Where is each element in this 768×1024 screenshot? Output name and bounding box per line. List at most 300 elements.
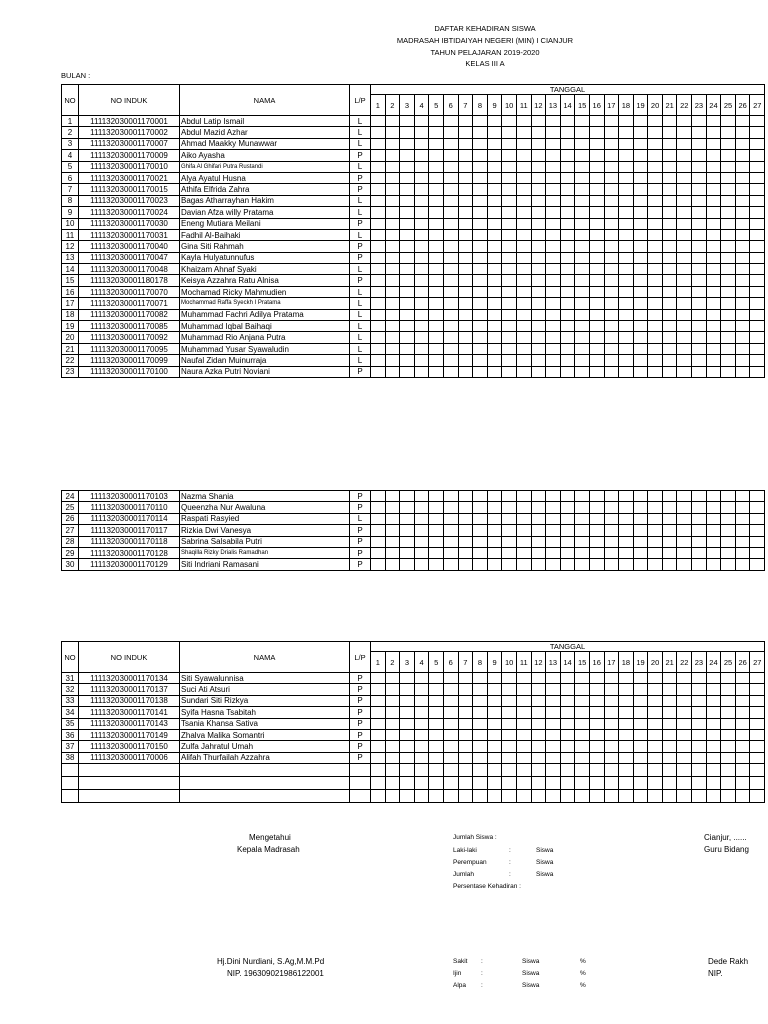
attendance-cell [692, 252, 707, 263]
student-name: Khaizam Ahnaf Syaki [180, 264, 350, 275]
attendance-cell [662, 547, 677, 558]
attendance-cell [429, 207, 444, 218]
student-gender: P [350, 741, 371, 752]
attendance-cell [560, 275, 575, 286]
blank-cell [662, 764, 677, 777]
day-header: 22 [677, 652, 692, 673]
siswa-label: Siswa [536, 859, 554, 866]
attendance-cell [429, 718, 444, 729]
student-row [62, 275, 765, 286]
attendance-cell [633, 729, 648, 740]
attendance-cell [531, 241, 546, 252]
attendance-cell [458, 286, 473, 297]
attendance-cell [546, 366, 561, 377]
attendance-cell [619, 275, 634, 286]
attendance-cell [502, 355, 517, 366]
attendance-cell [516, 366, 531, 377]
attendance-cell [735, 525, 750, 536]
student-no: 16 [62, 286, 79, 297]
sakit-label: Sakit [453, 958, 468, 965]
day-header: 5 [429, 95, 444, 116]
attendance-cell [502, 332, 517, 343]
attendance-cell [516, 286, 531, 297]
attendance-cell [721, 729, 736, 740]
attendance-cell [487, 684, 502, 695]
attendance-cell [385, 343, 400, 354]
student-row [62, 127, 765, 138]
attendance-cell [662, 138, 677, 149]
student-induk: 111132030001170114 [79, 513, 180, 524]
attendance-cell [750, 150, 765, 161]
attendance-cell [429, 355, 444, 366]
attendance-cell [604, 741, 619, 752]
attendance-cell [443, 718, 458, 729]
attendance-cell [721, 229, 736, 240]
attendance-cell [516, 707, 531, 718]
attendance-cell [473, 752, 488, 763]
attendance-cell [546, 491, 561, 502]
student-no: 25 [62, 502, 79, 513]
day-header: 3 [400, 652, 415, 673]
blank-cell [706, 764, 721, 777]
guru-name: Dede Rakh [708, 957, 749, 966]
attendance-cell [516, 150, 531, 161]
attendance-cell [750, 161, 765, 172]
attendance-cell [516, 321, 531, 332]
attendance-cell [385, 684, 400, 695]
attendance-cell [575, 116, 590, 127]
blank-cell [735, 764, 750, 777]
attendance-cell [604, 195, 619, 206]
attendance-cell [546, 741, 561, 752]
day-header: 12 [531, 95, 546, 116]
attendance-cell [560, 547, 575, 558]
attendance-cell [487, 275, 502, 286]
attendance-cell [575, 695, 590, 706]
attendance-cell [487, 150, 502, 161]
attendance-cell [400, 138, 415, 149]
attendance-cell [662, 752, 677, 763]
blank-cell [487, 790, 502, 803]
attendance-cell [473, 547, 488, 558]
attendance-cell [531, 525, 546, 536]
attendance-cell [458, 184, 473, 195]
attendance-cell [619, 741, 634, 752]
student-row [62, 116, 765, 127]
attendance-cell [662, 172, 677, 183]
perempuan-label: Perempuan [453, 859, 487, 866]
attendance-cell [662, 366, 677, 377]
attendance-cell [560, 218, 575, 229]
attendance-cell [458, 718, 473, 729]
attendance-cell [604, 525, 619, 536]
attendance-cell [531, 729, 546, 740]
attendance-cell [575, 150, 590, 161]
attendance-cell [735, 707, 750, 718]
attendance-cell [458, 525, 473, 536]
attendance-cell [750, 355, 765, 366]
attendance-cell [575, 298, 590, 309]
attendance-cell [575, 536, 590, 547]
student-no: 19 [62, 321, 79, 332]
attendance-cell [604, 309, 619, 320]
student-row [62, 298, 765, 309]
attendance-cell [677, 218, 692, 229]
attendance-cell [750, 252, 765, 263]
attendance-cell [502, 741, 517, 752]
attendance-cell [619, 707, 634, 718]
attendance-cell [633, 309, 648, 320]
attendance-cell [692, 229, 707, 240]
attendance-cell [735, 355, 750, 366]
attendance-cell [648, 218, 663, 229]
day-header: 11 [516, 95, 531, 116]
attendance-cell [721, 309, 736, 320]
attendance-cell [502, 695, 517, 706]
student-gender: L [350, 513, 371, 524]
percent-label: % [580, 982, 586, 989]
day-header: 17 [604, 652, 619, 673]
blank-cell [350, 777, 371, 790]
attendance-cell [531, 286, 546, 297]
attendance-cell [443, 127, 458, 138]
student-no: 20 [62, 332, 79, 343]
attendance-cell [662, 309, 677, 320]
blank-row [62, 790, 765, 803]
school-name: MADRASAH IBTIDAIYAH NEGERI (MIN) I CIANJUR [396, 36, 574, 45]
attendance-cell [648, 695, 663, 706]
attendance-cell [560, 207, 575, 218]
attendance-cell [648, 502, 663, 513]
student-gender: L [350, 127, 371, 138]
attendance-cell [721, 513, 736, 524]
attendance-cell [735, 127, 750, 138]
blank-cell [443, 764, 458, 777]
attendance-cell [735, 741, 750, 752]
attendance-cell [414, 116, 429, 127]
day-header: 9 [487, 652, 502, 673]
attendance-cell [633, 366, 648, 377]
attendance-cell [400, 286, 415, 297]
attendance-cell [677, 355, 692, 366]
blank-cell [692, 764, 707, 777]
student-induk: 111132030001170118 [79, 536, 180, 547]
student-no: 36 [62, 729, 79, 740]
attendance-cell [443, 264, 458, 275]
attendance-cell [721, 673, 736, 684]
attendance-cell [443, 741, 458, 752]
attendance-cell [648, 229, 663, 240]
attendance-cell [429, 695, 444, 706]
attendance-cell [546, 298, 561, 309]
attendance-cell [575, 172, 590, 183]
attendance-cell [473, 264, 488, 275]
blank-cell [62, 790, 79, 803]
attendance-cell [619, 343, 634, 354]
percent-label: % [580, 958, 586, 965]
percent-label: % [580, 970, 586, 977]
mengetahui-label: Mengetahui [249, 833, 291, 842]
student-gender: P [350, 502, 371, 513]
blank-cell [443, 790, 458, 803]
attendance-cell [750, 695, 765, 706]
attendance-cell [604, 718, 619, 729]
attendance-cell [458, 355, 473, 366]
student-gender: P [350, 729, 371, 740]
attendance-cell [560, 298, 575, 309]
attendance-cell [414, 286, 429, 297]
attendance-cell [371, 207, 386, 218]
attendance-cell [546, 116, 561, 127]
blank-cell [589, 764, 604, 777]
attendance-cell [604, 218, 619, 229]
attendance-cell [371, 286, 386, 297]
attendance-cell [487, 309, 502, 320]
attendance-cell [400, 355, 415, 366]
attendance-cell [662, 207, 677, 218]
attendance-cell [560, 127, 575, 138]
attendance-cell [677, 229, 692, 240]
attendance-cell [531, 707, 546, 718]
attendance-cell [385, 298, 400, 309]
attendance-cell [502, 127, 517, 138]
attendance-cell [400, 513, 415, 524]
attendance-cell [692, 309, 707, 320]
student-no: 17 [62, 298, 79, 309]
attendance-cell [604, 695, 619, 706]
attendance-cell [589, 366, 604, 377]
attendance-cell [662, 195, 677, 206]
attendance-cell [546, 673, 561, 684]
student-no: 12 [62, 241, 79, 252]
attendance-cell [385, 207, 400, 218]
attendance-cell [473, 150, 488, 161]
blank-cell [400, 790, 415, 803]
blank-cell [502, 764, 517, 777]
attendance-cell [371, 218, 386, 229]
academic-year: TAHUN PELAJARAN 2019-2020 [430, 48, 540, 57]
student-gender: P [350, 218, 371, 229]
attendance-cell [385, 491, 400, 502]
attendance-cell [443, 241, 458, 252]
attendance-cell [473, 332, 488, 343]
attendance-cell [692, 684, 707, 695]
attendance-cell [750, 536, 765, 547]
attendance-cell [604, 729, 619, 740]
attendance-cell [575, 127, 590, 138]
blank-cell [473, 777, 488, 790]
student-no: 21 [62, 343, 79, 354]
attendance-cell [516, 252, 531, 263]
attendance-cell [721, 343, 736, 354]
attendance-cell [546, 172, 561, 183]
attendance-cell [560, 525, 575, 536]
attendance-cell [487, 366, 502, 377]
student-row [62, 321, 765, 332]
attendance-cell [487, 525, 502, 536]
attendance-cell [560, 355, 575, 366]
attendance-cell [735, 502, 750, 513]
attendance-cell [429, 547, 444, 558]
attendance-cell [560, 502, 575, 513]
attendance-cell [662, 718, 677, 729]
attendance-cell [473, 275, 488, 286]
attendance-cell [575, 513, 590, 524]
day-header: 6 [443, 652, 458, 673]
attendance-cell [531, 741, 546, 752]
student-induk: 111132030001170085 [79, 321, 180, 332]
attendance-cell [473, 707, 488, 718]
attendance-cell [371, 707, 386, 718]
attendance-cell [589, 343, 604, 354]
attendance-cell [487, 332, 502, 343]
day-header: 18 [619, 652, 634, 673]
attendance-cell [619, 366, 634, 377]
attendance-cell [546, 241, 561, 252]
attendance-cell [692, 559, 707, 570]
attendance-cell [575, 707, 590, 718]
attendance-cell [385, 286, 400, 297]
student-row [62, 684, 765, 695]
attendance-cell [487, 207, 502, 218]
attendance-cell [414, 525, 429, 536]
student-no: 28 [62, 536, 79, 547]
siswa-label: Siswa [522, 970, 540, 977]
blank-cell [750, 790, 765, 803]
attendance-cell [516, 741, 531, 752]
attendance-cell [371, 172, 386, 183]
student-no: 31 [62, 673, 79, 684]
attendance-cell [546, 218, 561, 229]
attendance-cell [721, 298, 736, 309]
day-header: 15 [575, 95, 590, 116]
attendance-cell [575, 252, 590, 263]
attendance-cell [677, 138, 692, 149]
attendance-cell [458, 513, 473, 524]
blank-cell [385, 764, 400, 777]
day-header: 12 [531, 652, 546, 673]
attendance-cell [692, 241, 707, 252]
attendance-cell [648, 184, 663, 195]
attendance-cell [487, 752, 502, 763]
attendance-cell [692, 752, 707, 763]
attendance-cell [560, 252, 575, 263]
student-gender: L [350, 343, 371, 354]
attendance-cell [619, 332, 634, 343]
attendance-cell [706, 229, 721, 240]
attendance-cell [648, 752, 663, 763]
attendance-cell [662, 695, 677, 706]
attendance-cell [443, 150, 458, 161]
attendance-cell [750, 741, 765, 752]
attendance-cell [516, 343, 531, 354]
attendance-cell [633, 195, 648, 206]
student-row [62, 332, 765, 343]
student-name: Muhammad Rio Anjana Putra [180, 332, 350, 343]
attendance-cell [414, 491, 429, 502]
attendance-cell [414, 218, 429, 229]
attendance-cell [400, 275, 415, 286]
attendance-cell [677, 343, 692, 354]
attendance-cell [619, 502, 634, 513]
attendance-cell [604, 684, 619, 695]
attendance-cell [502, 172, 517, 183]
student-name: Abdul Latip Ismail [180, 116, 350, 127]
student-row [62, 218, 765, 229]
attendance-cell [750, 366, 765, 377]
day-header: 5 [429, 652, 444, 673]
kepala-nip: NIP. 196309021986122001 [227, 969, 324, 978]
attendance-cell [516, 673, 531, 684]
attendance-cell [443, 684, 458, 695]
colon: : [481, 970, 483, 977]
attendance-cell [721, 718, 736, 729]
place-date: Cianjur, ...... [704, 833, 747, 842]
attendance-cell [633, 752, 648, 763]
col-tanggal-header: TANGGAL [371, 85, 765, 95]
attendance-cell [692, 161, 707, 172]
attendance-cell [662, 127, 677, 138]
attendance-cell [400, 707, 415, 718]
attendance-cell [619, 150, 634, 161]
attendance-cell [414, 332, 429, 343]
attendance-cell [692, 366, 707, 377]
attendance-cell [589, 150, 604, 161]
attendance-cell [633, 138, 648, 149]
attendance-cell [589, 525, 604, 536]
attendance-cell [648, 684, 663, 695]
colon: : [509, 847, 511, 854]
student-row [62, 525, 765, 536]
attendance-cell [560, 184, 575, 195]
kepala-label: Kepala Madrasah [237, 845, 300, 854]
attendance-cell [414, 184, 429, 195]
attendance-cell [648, 491, 663, 502]
attendance-cell [604, 127, 619, 138]
attendance-cell [429, 366, 444, 377]
day-header: 7 [458, 95, 473, 116]
attendance-cell [648, 741, 663, 752]
student-name: Queenzha Nur Awaluna [180, 502, 350, 513]
attendance-cell [516, 513, 531, 524]
attendance-cell [371, 195, 386, 206]
student-induk: 111132030001170047 [79, 252, 180, 263]
blank-cell [692, 790, 707, 803]
student-no: 1 [62, 116, 79, 127]
student-gender: P [350, 695, 371, 706]
attendance-cell [619, 184, 634, 195]
attendance-cell [735, 298, 750, 309]
student-gender: L [350, 161, 371, 172]
student-name: Kayla Hulyatunnufus [180, 252, 350, 263]
attendance-cell [371, 718, 386, 729]
attendance-cell [750, 298, 765, 309]
student-no: 9 [62, 207, 79, 218]
attendance-cell [502, 366, 517, 377]
attendance-cell [677, 161, 692, 172]
student-no: 2 [62, 127, 79, 138]
attendance-cell [502, 559, 517, 570]
attendance-cell [619, 195, 634, 206]
attendance-cell [706, 332, 721, 343]
attendance-cell [546, 355, 561, 366]
attendance-cell [531, 366, 546, 377]
attendance-cell [414, 275, 429, 286]
attendance-cell [589, 264, 604, 275]
attendance-cell [662, 684, 677, 695]
attendance-cell [473, 298, 488, 309]
day-header: 23 [692, 95, 707, 116]
